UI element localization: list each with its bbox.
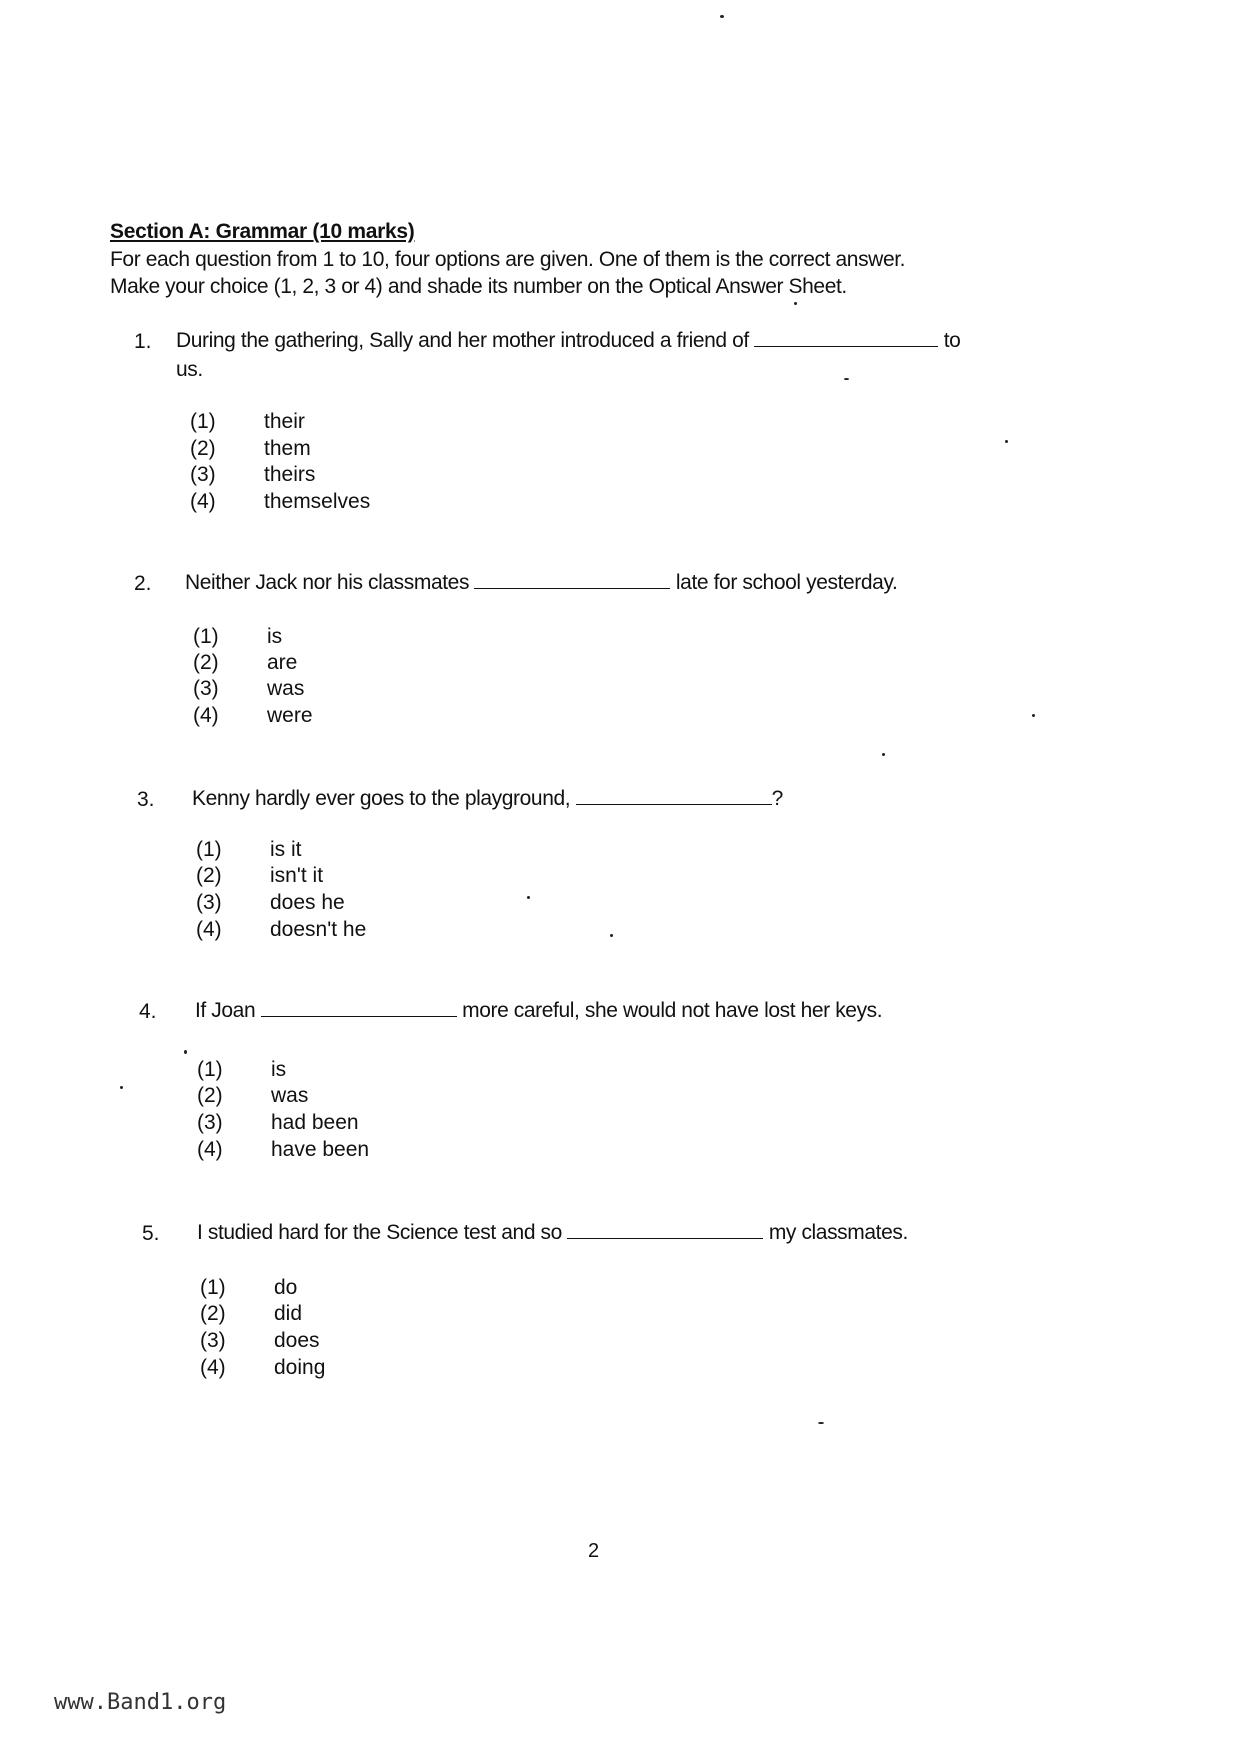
question-text-before: I studied hard for the Science test and so	[197, 1221, 562, 1244]
question-text-before: Neither Jack nor his classmates	[185, 571, 470, 594]
option: (1) their	[190, 410, 305, 433]
option: (1) do	[200, 1276, 298, 1299]
question-text-continuation: us.	[176, 358, 203, 381]
answer-blank	[567, 1220, 763, 1239]
option: (4) doesn't he	[196, 918, 367, 941]
instruction-line-1: For each question from 1 to 10, four options are given. One of them is the correct answer.	[110, 248, 906, 271]
question-text-after: ?	[771, 787, 783, 810]
option: (4) themselves	[190, 490, 371, 513]
option: (4) doing	[200, 1356, 326, 1379]
scan-speck	[184, 1050, 187, 1054]
question-text-after: late for school yesterday.	[675, 571, 898, 594]
answer-blank	[754, 328, 938, 347]
option: (2) are	[193, 651, 298, 674]
option: (4) were	[193, 704, 313, 727]
option: (3) had been	[197, 1111, 359, 1134]
option: (3) was	[193, 677, 305, 700]
question-text	[185, 570, 897, 595]
scan-speck	[844, 378, 849, 380]
scan-speck	[1005, 440, 1008, 443]
question-number: 4.	[139, 1000, 157, 1023]
question-text-after: more careful, she would not have lost her keys.	[462, 999, 883, 1022]
answer-blank	[261, 998, 457, 1017]
question-number: 2.	[134, 572, 152, 595]
question-text	[197, 1220, 908, 1245]
question-text	[176, 328, 960, 353]
question-number: 5.	[142, 1222, 160, 1245]
option: (2) did	[200, 1302, 303, 1325]
scan-speck	[818, 1422, 824, 1424]
scan-speck	[720, 15, 724, 18]
option: (2) was	[197, 1084, 309, 1107]
scan-speck	[610, 934, 613, 937]
question-text-after: my classmates.	[768, 1221, 908, 1244]
option: (1) is it	[196, 838, 302, 861]
scan-speck	[120, 1086, 123, 1089]
option: (3) does he	[196, 891, 345, 914]
scan-speck	[1032, 714, 1035, 717]
question-text-before: During the gathering, Sally and her mother introduced a friend of	[176, 329, 749, 352]
option: (3) does	[200, 1329, 320, 1352]
question-number: 3.	[137, 788, 155, 811]
scan-speck	[882, 753, 885, 756]
page-number: 2	[588, 1540, 600, 1562]
option: (1) is	[197, 1058, 287, 1081]
footer-url: www.Band1.org	[54, 1690, 227, 1715]
scan-speck	[527, 896, 530, 899]
answer-blank	[576, 786, 772, 805]
scan-speck	[794, 302, 797, 305]
question-text-before: Kenny hardly ever goes to the playground,	[192, 787, 571, 810]
question-text-before: If Joan	[195, 999, 256, 1022]
option: (2) them	[190, 437, 311, 460]
question-text	[192, 786, 783, 811]
answer-blank	[474, 570, 670, 589]
option: (1) is	[193, 625, 283, 648]
option: (3) theirs	[190, 463, 316, 486]
instruction-line-2: Make your choice (1, 2, 3 or 4) and shade its number on the Optical Answer Sheet.	[110, 275, 847, 298]
question-text-after: to	[943, 329, 961, 352]
question-text	[195, 998, 882, 1023]
option: (4) have been	[197, 1138, 370, 1161]
section-title: Section A: Grammar (10 marks)	[110, 220, 415, 243]
question-number: 1.	[134, 330, 152, 353]
option: (2) isn't it	[196, 864, 324, 887]
